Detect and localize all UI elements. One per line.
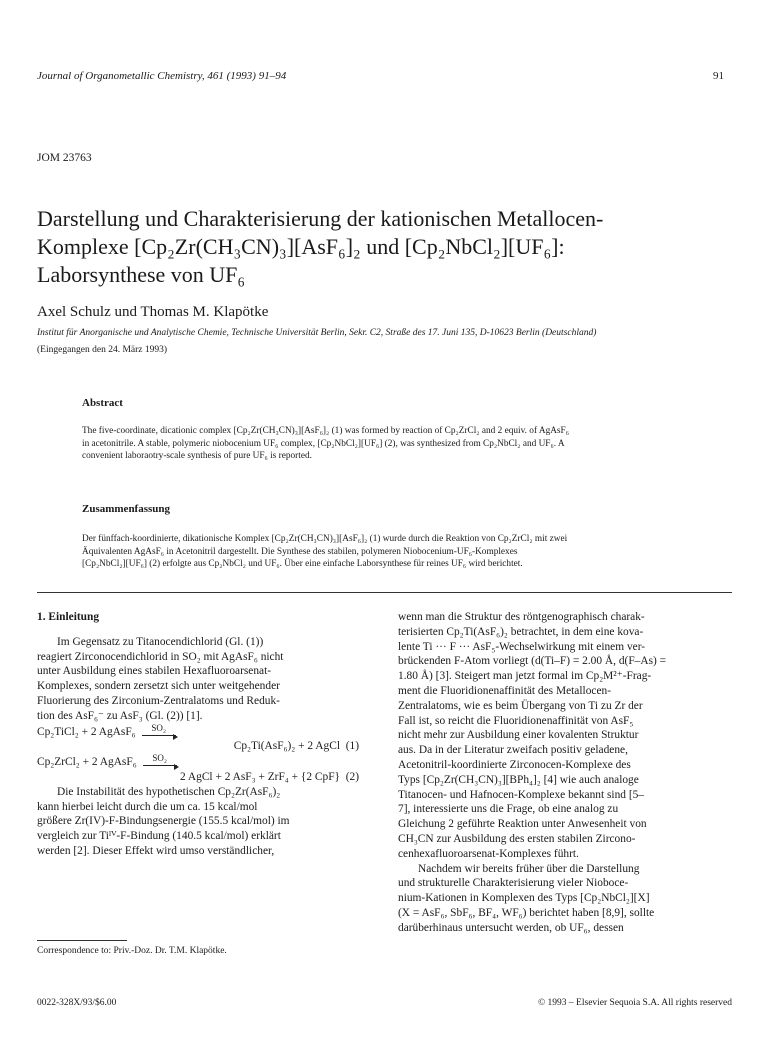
arrow-label: SO₂ [152, 753, 167, 764]
title-line: Komplexe [Cp₂Zr(CH₃CN)₃][AsF₆]₂ und [Cp₂NbCl₂][UF₆]: [37, 234, 565, 259]
body-line: aus. Da in der Literatur zweifach positiv geladene, [398, 744, 628, 757]
body-line: nium-Kationen in Komplexen des Typs [Cp₂NbCl₂][X] [398, 892, 650, 905]
body-line: wenn man die Struktur des röntgenographisch charak- [398, 611, 645, 623]
body-line: darüberhinaus untersucht werden, ob UF₆, dessen [398, 921, 624, 934]
abstract-line: The five-coordinate, dicationic complex [Cp₂Zr(CH₃CN)₃][AsF₆]₂ (1) was formed by reaction of Cp₂ZrCl₂ and 2 equiv. of AgAsF₆ [82, 426, 569, 436]
page-number: 91 [713, 70, 724, 82]
reaction-arrow [142, 724, 176, 736]
abstract-line: in acetonitrile. A stable, polymeric niobocenium UF₆ complex, [Cp₂NbCl₂][UF₆] (2), was synthesized from Cp₂NbCl₂ and UF₆. A [82, 438, 565, 449]
abstract-heading: Abstract [82, 397, 123, 409]
article-id: JOM 23763 [37, 152, 92, 164]
left-column [37, 610, 359, 859]
equation-1-left [37, 724, 359, 740]
reaction-arrow [143, 754, 177, 766]
body-line: Komplexes, sondern zersetzt sich unter weitgehender [37, 680, 280, 693]
abstract-line: convenient laboraotry-scale synthesis of pure UF₆ is reported. [82, 451, 312, 461]
received-date: (Eingegangen den 24. März 1993) [37, 345, 168, 355]
body-line: Nachdem wir bereits früher über die Darstellung [418, 862, 640, 875]
body-line: Fluorierung des Zirconium-Zentralatoms und Reduk- [37, 694, 280, 707]
affiliation: Institut für Anorganische und Analytische Chemie, Technische Universität Berlin, Sekr. C2, Straße des 17. Juni 135, D-10623 Berlin (Deutschland) [37, 328, 597, 338]
footnote-rule [37, 940, 127, 941]
equation-2-number: (2) [345, 770, 359, 783]
copyright: © 1993 – Elsevier Sequoia S.A. All rights reserved [537, 998, 732, 1008]
abstract-text [82, 425, 722, 463]
journal-citation: Journal of Organometallic Chemistry, 461 (1993) 91–94 [37, 70, 287, 82]
body-line: (X = AsF₆, SbF₆, BF₄, WF₆) berichtet haben [8,9], sollte [398, 906, 655, 919]
body-line: reagiert Zirconocendichlorid in SO₂ mit AgAsF₆ nicht [37, 650, 284, 663]
body-line: Fall ist, so reicht die Fluoridionenaffinität von AsF₅ [398, 714, 634, 727]
equation-1-products: Cp₂Ti(AsF₆)₂ + 2 AgCl [233, 740, 340, 753]
section-heading: 1. Einleitung [37, 611, 100, 623]
body-line: kann hierbei leicht durch die um ca. 15 kcal/mol [37, 800, 258, 813]
zusammenfassung-line: Äquivalenten AgAsF₆ in Acetonitril dargestellt. Die Synthese des stabilen, polymeren Niobocenium-UF₆-Komplexes [82, 546, 518, 557]
body-line: lente Ti ··· F ··· AsF₅-Wechselwirkung mit einem ver- [398, 640, 646, 653]
body-line: Die Instabilität des hypothetischen Cp₂Zr(AsF₆)₂ [57, 785, 281, 798]
body-line: und strukturelle Charakterisierung vieler Nioboce- [398, 877, 629, 890]
body-line: nicht mehr zur Ausbildung einer kovalenten Struktur [398, 729, 639, 742]
equation-2-right [37, 770, 359, 785]
title-line: Darstellung und Charakterisierung der kationischen Metallocen- [37, 206, 604, 231]
body-line: Typs [Cp₂Zr(CH₃CN)₃][BPh₄]₂ [4] wie auch analoge [398, 773, 639, 786]
body-line: tion des AsF₆⁻ zu AsF₃ (Gl. (2)) [1]. [37, 709, 203, 722]
body-line: werden [2]. Dieser Effekt wird umso verständlicher, [37, 844, 275, 857]
equation-1-right [37, 739, 359, 754]
body-line: Zentralatoms, wie es beim Übergang von Ti zu Zr der [398, 699, 643, 712]
article-title [37, 205, 737, 289]
body-line: Acetonitril-koordinierte Zirconocen-Komplexe des [398, 758, 631, 771]
equation-2-products: 2 AgCl + 2 AsF₃ + ZrF₄ + {2 CpF} [180, 770, 340, 783]
body-line: unter Ausbildung eines stabilen Hexafluoroarsenat- [37, 665, 272, 678]
title-line: Laborsynthese von UF₆ [37, 262, 246, 287]
body-line: brückenden F-Atom vorliegt (d(Ti–F) = 2.00 Å, d(F–As) = [398, 655, 667, 668]
equation-2-reactants: Cp₂ZrCl₂ + 2 AgAsF₆ [37, 756, 137, 769]
body-line: cenhexafluoroarsenat-Komplexes führt. [398, 847, 579, 860]
body-line: vergleich zur Tiᴵⱽ-F-Bindung (140.5 kcal/mol) erklärt [37, 830, 281, 843]
correspondence-note: Correspondence to: Priv.-Doz. Dr. T.M. Klapötke. [37, 946, 227, 956]
zusammenfassung-text [82, 533, 722, 571]
section-divider [37, 592, 732, 593]
equation-2-left [37, 754, 359, 770]
zusammenfassung-line: [Cp₂NbCl₂][UF₆] (2) erfolgte aus Cp₂NbCl₂ und UF₆. Über eine einfache Laborsynthese für reines UF₆ wird berichtet. [82, 559, 523, 569]
body-line: Gleichung 2 geführte Reaktion unter Anwesenheit von [398, 818, 647, 831]
body-line: terisierten Cp₂Ti(AsF₆)₂ betrachtet, in dem eine kova- [398, 625, 644, 638]
body-line: 1.80 Å) [3]. Steigert man jetzt formal im Cp₂M²⁺-Frag- [398, 670, 652, 683]
authors: Axel Schulz und Thomas M. Klapötke [37, 304, 269, 320]
body-line: größere Zr(IV)-F-Bindungsenergie (155.5 kcal/mol) im [37, 815, 290, 828]
zusammenfassung-heading: Zusammenfassung [82, 503, 171, 515]
body-line: Titanocen- und Hafnocen-Komplexe bekannt sind [5– [398, 788, 644, 801]
arrow-label: SO₂ [151, 722, 166, 733]
body-line: ment die Fluoridionenaffinität des Metallocen- [398, 684, 611, 697]
equation-1-reactants: Cp₂TiCl₂ + 2 AgAsF₆ [37, 725, 136, 738]
zusammenfassung-line: Der fünffach-koordinierte, dikationische Komplex [Cp₂Zr(CH₃CN)₃][AsF₆]₂ (1) wurde durch die Reaktion von Cp₂ZrCl₂ mit zwei [82, 534, 568, 544]
body-line: CH₃CN zur Ausbildung des ersten stabilen Zircono- [398, 832, 636, 845]
equation-1-number: (1) [345, 740, 359, 753]
body-line: 7], interessierte uns die Frage, ob eine analog zu [398, 803, 619, 816]
issn-price: 0022-328X/93/$6.00 [37, 998, 117, 1008]
right-column [398, 610, 734, 936]
body-line: Im Gegensatz zu Titanocendichlorid (Gl. (1)) [57, 635, 264, 648]
